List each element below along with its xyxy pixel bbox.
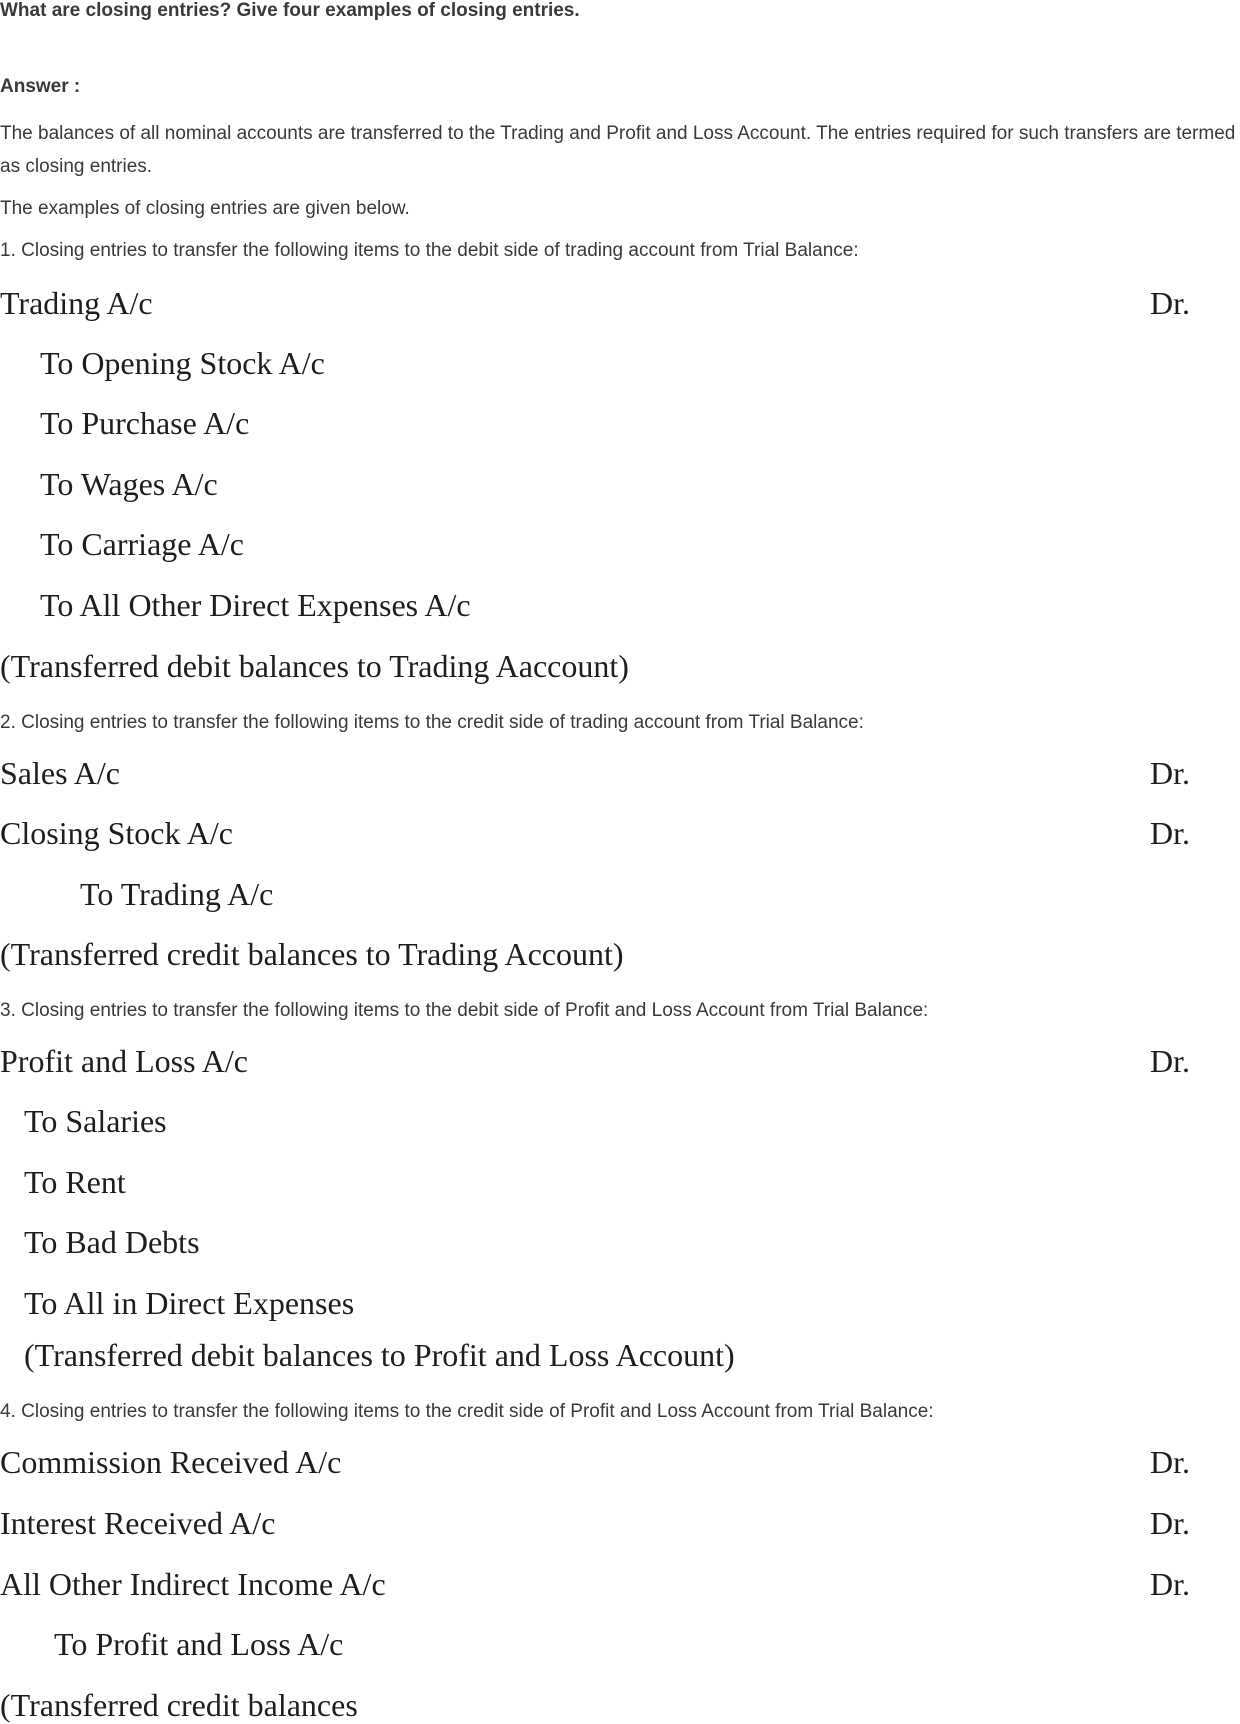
dr-label: Dr. (1150, 1566, 1190, 1602)
dr-label: Dr. (1150, 755, 1190, 791)
section4-debit-entry: Commission Received A/c (0, 1444, 342, 1480)
section1-credit-entry: To All Other Direct Expenses A/c (40, 587, 471, 623)
examples-intro: The examples of closing entries are given below. (0, 198, 410, 219)
section3-narration: (Transferred debit balances to Profit and Loss Account) (24, 1337, 735, 1373)
section1-narration: (Transferred debit balances to Trading Aaccount) (0, 648, 629, 684)
section1-heading: 1. Closing entries to transfer the following items to the debit side of trading account from Trial Balance: (0, 240, 859, 261)
section1-debit-entry: Trading A/c (0, 285, 153, 321)
section1-credit-entry: To Wages A/c (40, 466, 218, 502)
section2-credit-entry: To Trading A/c (80, 876, 274, 912)
section2-debit-entry: Sales A/c (0, 755, 120, 791)
section1-credit-entry: To Carriage A/c (40, 526, 244, 562)
section3-debit-entry: Profit and Loss A/c (0, 1043, 248, 1079)
section4-credit-entry: To Profit and Loss A/c (54, 1626, 344, 1662)
intro-paragraph: The balances of all nominal accounts are transferred to the Trading and Profit and Loss Account. The entries required for such transfers are termed as closing entries. (0, 123, 1236, 177)
dr-label: Dr. (1150, 285, 1190, 321)
answer-label: Answer : (0, 76, 81, 97)
section3-credit-entry: To Rent (24, 1164, 126, 1200)
section3-credit-entry: To All in Direct Expenses (24, 1285, 355, 1321)
question-heading: What are closing entries? Give four examples of closing entries. (0, 0, 580, 21)
section2-debit-entry: Closing Stock A/c (0, 815, 233, 851)
section3-heading: 3. Closing entries to transfer the following items to the debit side of Profit and Loss Account from Trial Balance: (0, 1000, 929, 1021)
section4-narration: (Transferred credit balances (0, 1687, 358, 1723)
section4-debit-entry: All Other Indirect Income A/c (0, 1566, 386, 1602)
dr-label: Dr. (1150, 1505, 1190, 1541)
section1-credit-entry: To Opening Stock A/c (40, 345, 325, 381)
dr-label: Dr. (1150, 1043, 1190, 1079)
section4-debit-entry: Interest Received A/c (0, 1505, 276, 1541)
dr-label: Dr. (1150, 1444, 1190, 1480)
section3-credit-entry: To Bad Debts (24, 1224, 200, 1260)
section4-heading: 4. Closing entries to transfer the following items to the credit side of Profit and Loss Account from Trial Balance: (0, 1401, 934, 1422)
section1-credit-entry: To Purchase A/c (40, 405, 250, 441)
section2-heading: 2. Closing entries to transfer the following items to the credit side of trading account from Trial Balance: (0, 712, 864, 733)
section3-credit-entry: To Salaries (24, 1103, 167, 1139)
dr-label: Dr. (1150, 815, 1190, 851)
section2-narration: (Transferred credit balances to Trading Account) (0, 936, 624, 972)
